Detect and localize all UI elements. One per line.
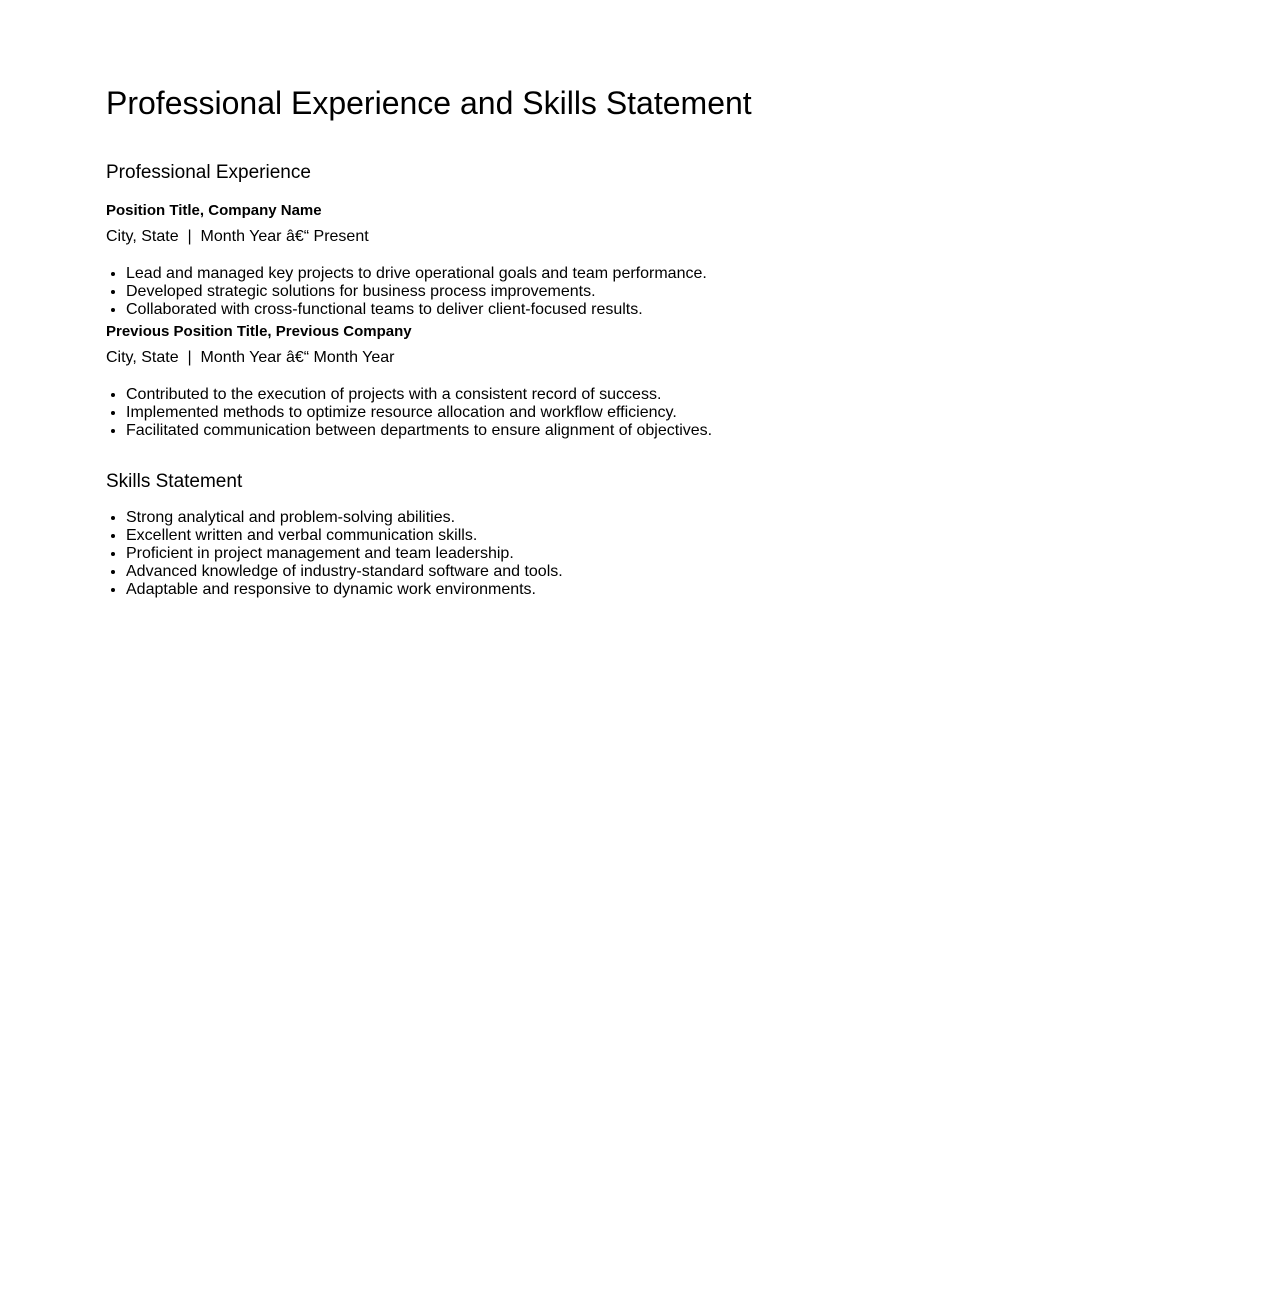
skills-heading: Skills Statement bbox=[106, 471, 243, 492]
skill-item: • Strong analytical and problem-solving abilities. bbox=[126, 509, 1278, 527]
job-duty-item: • Implemented methods to optimize resource allocation and workflow efficiency. bbox=[126, 404, 1278, 422]
job-duties-list bbox=[106, 386, 1278, 440]
skill-item: • Proficient in project management and team leadership. bbox=[126, 545, 1278, 563]
skill-item: • Adaptable and responsive to dynamic work environments. bbox=[126, 581, 1278, 599]
job-entry bbox=[106, 323, 1278, 440]
job-duty-item: • Collaborated with cross-functional teams to deliver client-focused results. bbox=[126, 301, 1278, 319]
job-duty-item: • Facilitated communication between departments to ensure alignment of objectives. bbox=[126, 422, 1278, 440]
job-duty-item: • Lead and managed key projects to drive operational goals and team performance. bbox=[126, 265, 1278, 283]
skill-item: • Advanced knowledge of industry-standard software and tools. bbox=[126, 563, 1278, 581]
job-duty-item: • Contributed to the execution of projects with a consistent record of success. bbox=[126, 386, 1278, 404]
experience-heading: Professional Experience bbox=[106, 162, 311, 183]
skills-list bbox=[106, 509, 1278, 599]
experience-section bbox=[106, 162, 1278, 440]
page-title: Professional Experience and Skills Statement bbox=[106, 85, 752, 121]
skill-item: • Excellent written and verbal communication skills. bbox=[126, 527, 1278, 545]
job-duty-item: • Developed strategic solutions for business process improvements. bbox=[126, 283, 1278, 301]
job-location-dates: City, State | Month Year â€“ Present bbox=[106, 228, 369, 245]
job-duties-list bbox=[106, 265, 1278, 319]
job-title: Position Title, Company Name bbox=[106, 202, 322, 219]
job-title: Previous Position Title, Previous Company bbox=[106, 323, 412, 340]
job-entry bbox=[106, 202, 1278, 319]
skills-section bbox=[106, 471, 1278, 599]
job-location-dates: City, State | Month Year â€“ Month Year bbox=[106, 349, 395, 366]
